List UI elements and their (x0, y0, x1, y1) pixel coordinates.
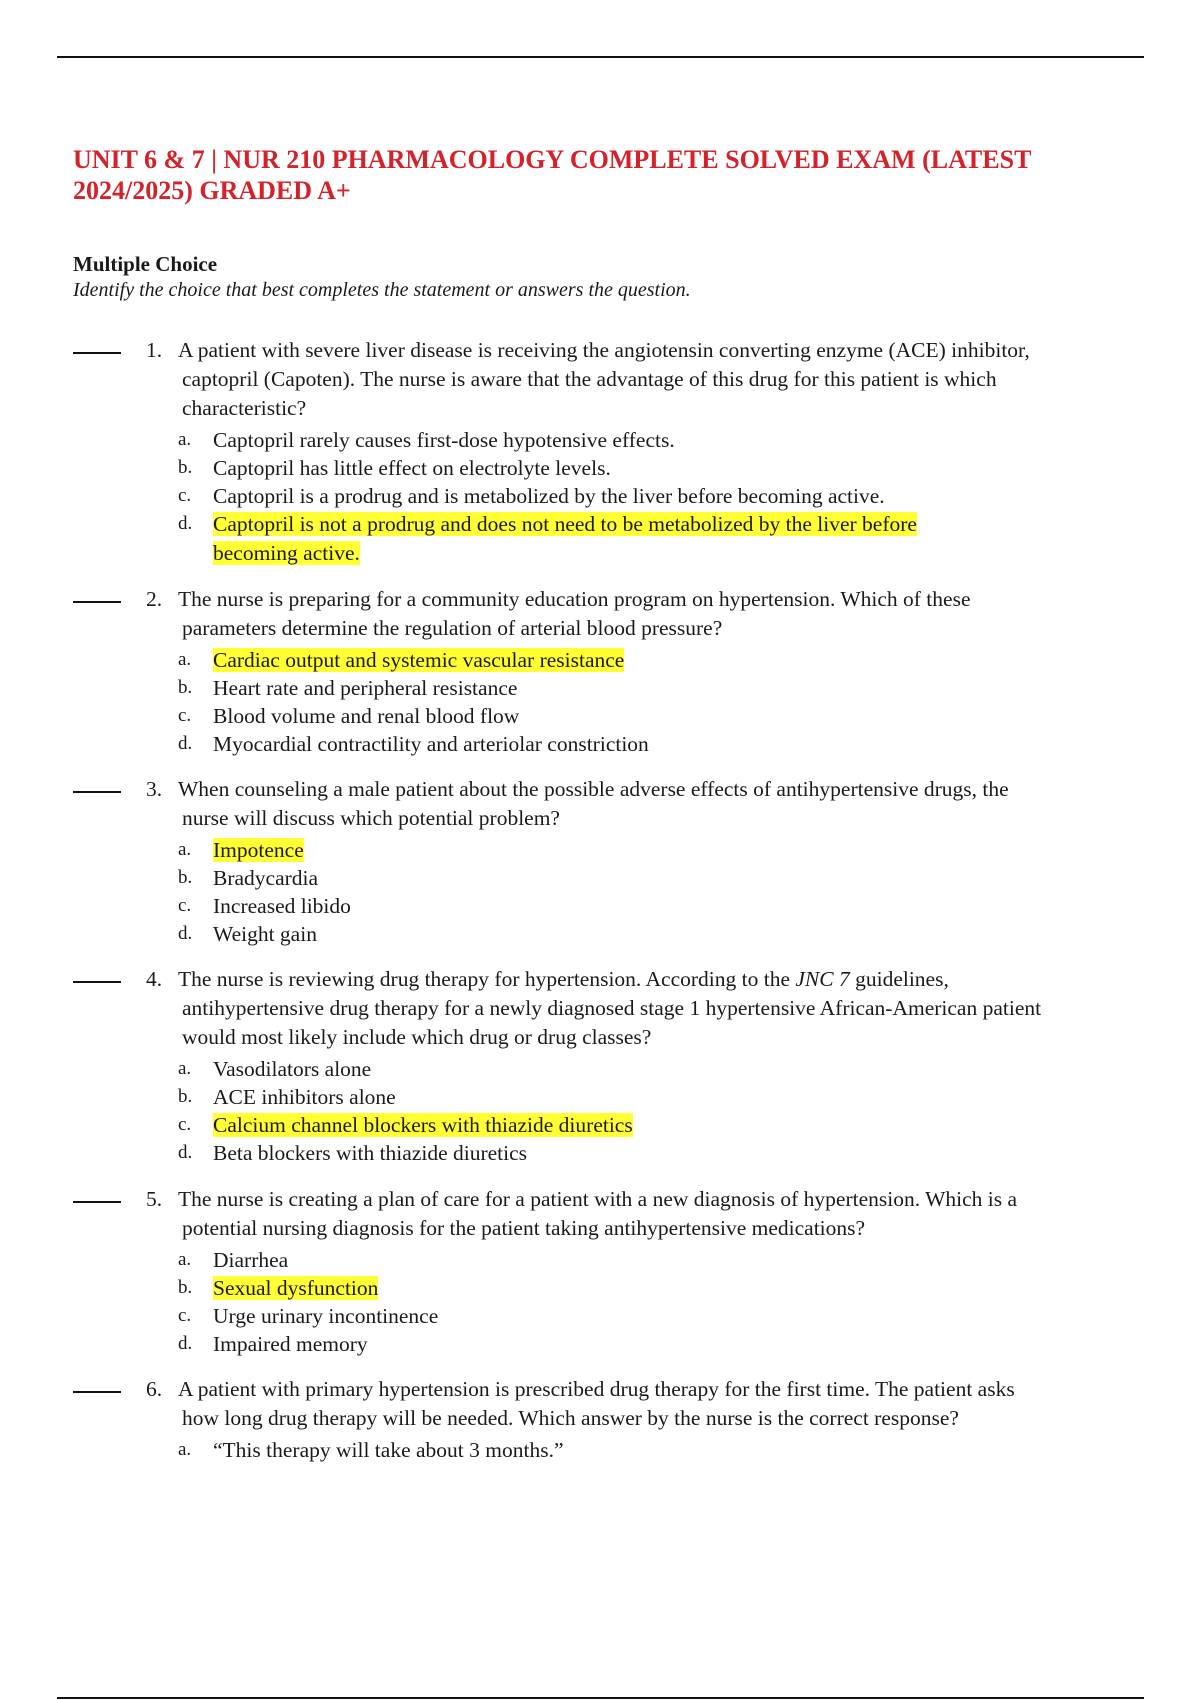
highlighted-answer: Sexual dysfunction (213, 1276, 379, 1300)
choice-b[interactable] (0, 674, 1200, 702)
title-line-1: UNIT 6 & 7 | NUR 210 PHARMACOLOGY COMPLETE SOLVED EXAM (LATEST (73, 145, 1032, 174)
stem-line: potential nursing diagnosis for the patient taking antihypertensive medications? (182, 1216, 866, 1240)
question-stem (178, 336, 1143, 423)
top-rule (57, 56, 1144, 58)
question-stem (178, 775, 1143, 833)
section-heading: Multiple Choice (73, 252, 218, 276)
choice-letter: d. (178, 1333, 193, 1354)
question-stem (178, 1375, 1143, 1433)
choice-text: Urge urinary incontinence (213, 1304, 439, 1328)
stem-line: A patient with severe liver disease is receiving the angiotensin converting enzyme (ACE) inhibitor, (178, 338, 1030, 362)
choice-text: ACE inhibitors alone (213, 1085, 396, 1109)
stem-line: The nurse is preparing for a community education program on hypertension. Which of these (178, 587, 971, 611)
choice-a[interactable] (0, 426, 1200, 454)
question-number: 3. (146, 777, 163, 801)
choice-c[interactable] (0, 1302, 1200, 1330)
choice-letter: d. (178, 1142, 193, 1163)
choice-text (213, 646, 1013, 674)
choice-letter: b. (178, 867, 193, 888)
stem-line: captopril (Capoten). The nurse is aware that the advantage of this drug for this patient is which (182, 367, 997, 391)
stem-line: parameters determine the regulation of arterial blood pressure? (182, 616, 723, 640)
choice-letter: a. (178, 649, 192, 670)
choice-letter: a. (178, 1058, 192, 1079)
choice-text: Blood volume and renal blood flow (213, 704, 520, 728)
stem-line: antihypertensive drug therapy for a newly diagnosed stage 1 hypertensive African-American patient (182, 996, 1042, 1020)
choice-text: Captopril has little effect on electrolyte levels. (213, 456, 611, 480)
stem-line: A patient with primary hypertension is prescribed drug therapy for the first time. The patient asks (178, 1377, 1015, 1401)
choice-letter: d. (178, 923, 193, 944)
highlighted-answer: Captopril is not a prodrug and does not need to be metabolized by the liver before (213, 512, 917, 536)
choice-a[interactable] (0, 1246, 1200, 1274)
question-stem (178, 585, 1143, 643)
choice-text (213, 1111, 1013, 1139)
choice-c[interactable] (0, 1111, 1200, 1139)
choice-letter: b. (178, 1277, 193, 1298)
choice-text (213, 836, 1013, 864)
question-stem (178, 965, 1143, 1052)
choice-text (213, 1274, 1013, 1302)
choice-letter: c. (178, 895, 192, 916)
choice-letter: b. (178, 677, 193, 698)
stem-line: When counseling a male patient about the possible adverse effects of antihypertensive drugs, the (178, 777, 1009, 801)
choice-c[interactable] (0, 702, 1200, 730)
title-line-2: 2024/2025) GRADED A+ (73, 176, 351, 205)
choice-letter: a. (178, 839, 192, 860)
choice-c[interactable] (0, 892, 1200, 920)
stem-line: characteristic? (182, 396, 307, 420)
choice-b[interactable] (0, 1083, 1200, 1111)
choice-letter: d. (178, 733, 193, 754)
question-number: 6. (146, 1377, 163, 1401)
highlighted-answer: Cardiac output and systemic vascular resistance (213, 648, 625, 672)
guideline-name: JNC 7 (795, 967, 850, 991)
choice-c[interactable] (0, 482, 1200, 510)
stem-line: would most likely include which drug or drug classes? (182, 1025, 652, 1049)
choice-text: Heart rate and peripheral resistance (213, 676, 518, 700)
choice-a[interactable] (0, 1055, 1200, 1083)
answer-blank[interactable] (73, 1391, 121, 1393)
question-number: 5. (146, 1187, 163, 1211)
choice-letter: a. (178, 429, 192, 450)
choice-letter: a. (178, 1439, 192, 1460)
choice-text: Captopril is a prodrug and is metabolized by the liver before becoming active. (213, 484, 885, 508)
choice-text: Vasodilators alone (213, 1057, 372, 1081)
instructions: Identify the choice that best completes the statement or answers the question. (73, 279, 691, 301)
choice-letter: c. (178, 1114, 192, 1135)
choice-d[interactable] (0, 730, 1200, 758)
stem-text: guidelines, (849, 967, 949, 991)
choice-letter: c. (178, 705, 192, 726)
answer-blank[interactable] (73, 352, 121, 354)
choice-text: Myocardial contractility and arteriolar constriction (213, 732, 649, 756)
choice-a[interactable] (0, 646, 1200, 674)
choice-d[interactable] (0, 1330, 1200, 1358)
question-number: 4. (146, 967, 163, 991)
stem-line: how long drug therapy will be needed. Which answer by the nurse is the correct response? (182, 1406, 959, 1430)
stem-line (178, 965, 1143, 994)
choice-letter: b. (178, 457, 193, 478)
choice-letter: b. (178, 1086, 193, 1107)
stem-text: The nurse is reviewing drug therapy for hypertension. According to the (178, 967, 796, 991)
choice-text: “This therapy will take about 3 months.” (213, 1438, 564, 1462)
highlighted-answer: becoming active. (213, 541, 360, 565)
answer-blank[interactable] (73, 981, 121, 983)
choice-a[interactable] (0, 1436, 1200, 1464)
choice-letter: c. (178, 1305, 192, 1326)
choice-letter: d. (178, 513, 193, 534)
choice-a[interactable] (0, 836, 1200, 864)
answer-blank[interactable] (73, 601, 121, 603)
choice-b[interactable] (0, 1274, 1200, 1302)
choice-d[interactable] (0, 510, 1200, 568)
choice-text: Increased libido (213, 894, 351, 918)
stem-line: nurse will discuss which potential problem? (182, 806, 560, 830)
bottom-rule (57, 1697, 1144, 1699)
choice-text: Diarrhea (213, 1248, 289, 1272)
choice-text (213, 510, 1113, 568)
choice-text: Beta blockers with thiazide diuretics (213, 1141, 528, 1165)
question-stem (178, 1185, 1143, 1243)
choice-b[interactable] (0, 864, 1200, 892)
choice-letter: c. (178, 485, 192, 506)
answer-blank[interactable] (73, 791, 121, 793)
choice-text: Bradycardia (213, 866, 319, 890)
stem-line: The nurse is creating a plan of care for a patient with a new diagnosis of hypertension. Which is a (178, 1187, 1018, 1211)
choice-text: Weight gain (213, 922, 317, 946)
highlighted-answer: Impotence (213, 838, 304, 862)
answer-blank[interactable] (73, 1201, 121, 1203)
choice-text: Captopril rarely causes first-dose hypotensive effects. (213, 428, 675, 452)
choice-letter: a. (178, 1249, 192, 1270)
question-number: 1. (146, 338, 163, 362)
choice-d[interactable] (0, 920, 1200, 948)
choice-text: Impaired memory (213, 1332, 368, 1356)
document-title (73, 144, 1073, 206)
question-number: 2. (146, 587, 163, 611)
choice-b[interactable] (0, 454, 1200, 482)
highlighted-answer: Calcium channel blockers with thiazide diuretics (213, 1113, 633, 1137)
choice-d[interactable] (0, 1139, 1200, 1167)
